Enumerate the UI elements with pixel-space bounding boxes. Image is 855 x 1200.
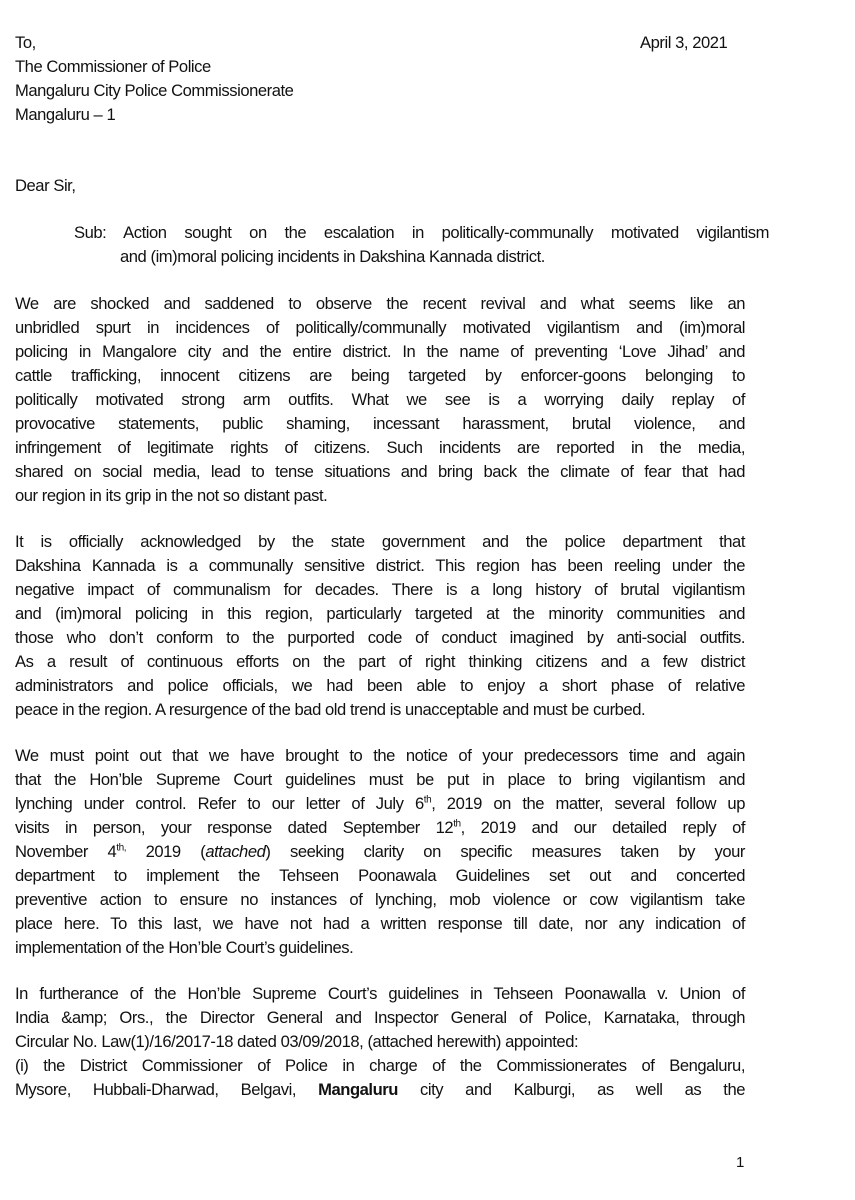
paragraph-line: and (im)moral policing in this region, particularly targeted at the minority communities and (15, 604, 745, 623)
paragraph-line: department to implement the Tehseen Poonawala Guidelines set out and concerted (15, 866, 745, 885)
paragraph-line (15, 840, 745, 864)
paragraph-line: politically motivated strong arm outfits. What we see is a worrying daily replay of (15, 390, 745, 409)
paragraph-line: peace in the region. A resurgence of the bad old trend is unacceptable and must be curbed. (15, 700, 646, 719)
paragraph-line: that the Hon’ble Supreme Court guidelines must be put in place to bring vigilantism and (15, 770, 745, 789)
text-span: city and Kalburgi, as well as the (397, 1080, 746, 1099)
subject-line-2: and (im)moral policing incidents in Dakshina Kannada district. (120, 247, 545, 266)
paragraph-line: In furtherance of the Hon’ble Supreme Court’s guidelines in Tehseen Poonawalla v. Union of (15, 984, 745, 1003)
paragraph-line: shared on social media, lead to tense situations and bring back the climate of fear that had (15, 462, 745, 481)
paragraph-line: preventive action to ensure no instances of lynching, mob violence or cow vigilantism take (15, 890, 745, 909)
text-span: , 2019 and our detailed reply of (460, 818, 746, 837)
paragraph-line: cattle trafficking, innocent citizens are being targeted by enforcer-goons belonging to (15, 366, 745, 385)
address-to: To, (15, 33, 36, 52)
paragraph-line: those who don’t conform to the purported code of conduct imagined by anti-social outfits. (15, 628, 745, 647)
paragraph-line: It is officially acknowledged by the state government and the police department that (15, 532, 745, 551)
page-number: 1 (736, 1154, 745, 1171)
paragraph-line: our region in its grip in the not so distant past. (15, 486, 328, 505)
mangaluru-bold: Mangaluru (318, 1080, 398, 1099)
paragraph-line: Circular No. Law(1)/16/2017-18 dated 03/09/2018, (attached herewith) appointed: (15, 1032, 579, 1051)
text-span: ) seeking clarity on specific measures taken by your (265, 842, 745, 861)
paragraph-line: negative impact of communalism for decades. There is a long history of brutal vigilantism (15, 580, 745, 599)
paragraph-line: We are shocked and saddened to observe the recent revival and what seems like an (15, 294, 745, 313)
ordinal-suffix: th (423, 794, 432, 806)
paragraph-line: (i) the District Commissioner of Police in charge of the Commissionerates of Bengaluru, (15, 1056, 745, 1075)
text-span: , 2019 on the matter, several follow up (431, 794, 745, 813)
text-span: visits in person, your response dated September 12 (15, 818, 454, 837)
salutation: Dear Sir, (15, 176, 76, 195)
address-office: Mangaluru City Police Commissionerate (15, 81, 294, 100)
paragraph-line (15, 816, 745, 840)
paragraph-line: administrators and police officials, we had been able to enjoy a short phase of relative (15, 676, 745, 695)
paragraph-line: unbridled spurt in incidences of politically/communally motivated vigilantism and (im)moral (15, 318, 745, 337)
address-recipient-title: The Commissioner of Police (15, 57, 211, 76)
paragraph-line: Dakshina Kannada is a communally sensitive district. This region has been reeling under the (15, 556, 745, 575)
text-span: Mysore, Hubbali-Dharwad, Belgavi, (15, 1080, 319, 1099)
paragraph-line (15, 792, 745, 816)
paragraph-line (15, 1078, 745, 1102)
paragraph-line: provocative statements, public shaming, incessant harassment, brutal violence, and (15, 414, 745, 433)
paragraph-line: implementation of the Hon’ble Court’s guidelines. (15, 938, 354, 957)
letter-date: April 3, 2021 (640, 33, 728, 52)
attached-italic: attached (205, 842, 266, 861)
address-city: Mangaluru – 1 (15, 105, 116, 124)
paragraph-line: India &amp; Ors., the Director General and Inspector General of Police, Karnataka, through (15, 1008, 745, 1027)
text-span: 2019 ( (126, 842, 206, 861)
ordinal-suffix: th (453, 818, 461, 830)
paragraph-line: infringement of legitimate rights of citizens. Such incidents are reported in the media, (15, 438, 745, 457)
text-span: lynching under control. Refer to our letter of July 6 (15, 794, 424, 813)
paragraph-line: We must point out that we have brought to the notice of your predecessors time and again (15, 746, 745, 765)
paragraph-line: place here. To this last, we have not had a written response till date, nor any indication of (15, 914, 745, 933)
text-span: November 4 (15, 842, 117, 861)
paragraph-line: policing in Mangalore city and the entire district. In the name of preventing ‘Love Jihad’ and (15, 342, 745, 361)
ordinal-suffix: th, (116, 842, 127, 854)
paragraph-line: As a result of continuous efforts on the part of right thinking citizens and a few district (15, 652, 745, 671)
subject-line-1: Sub: Action sought on the escalation in politically-communally motivated vigilantism (74, 223, 769, 242)
